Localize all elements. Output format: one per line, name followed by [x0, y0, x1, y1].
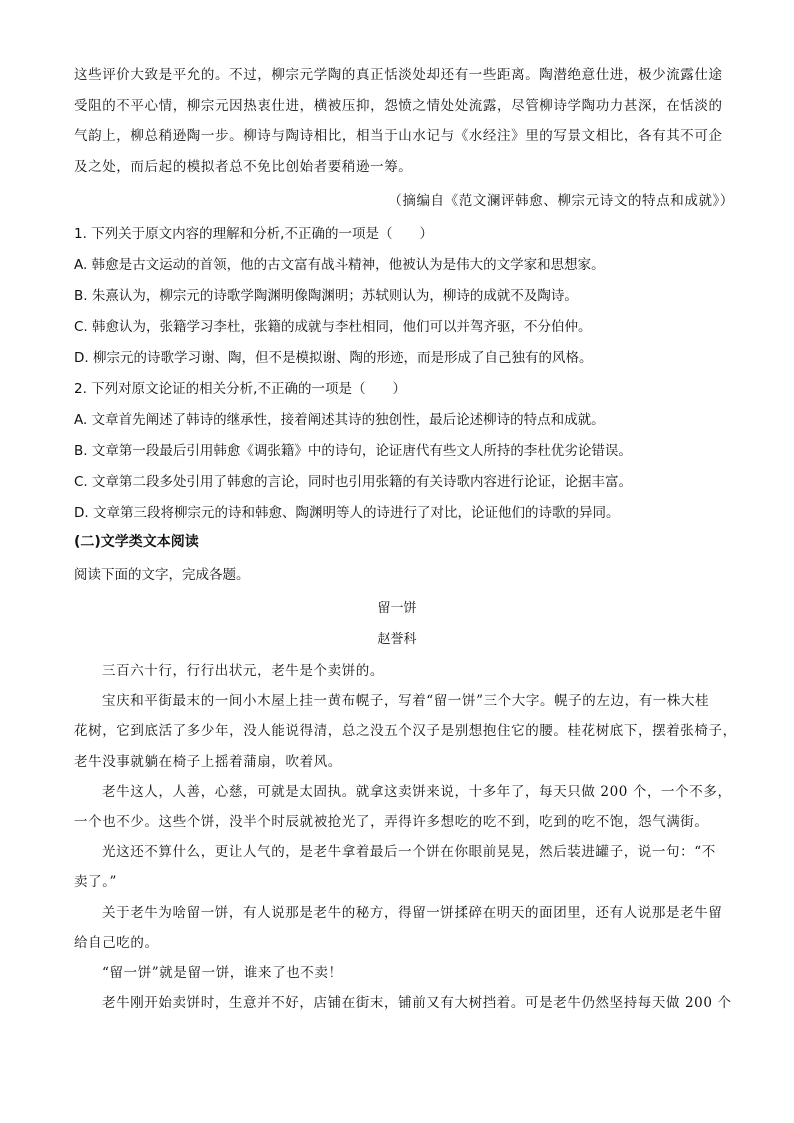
story-author: 赵誉科 [377, 632, 417, 647]
question-1-option-d: D. 柳宗元的诗歌学习谢、陶，但不是模拟谢、陶的形迹，而是形成了自己独有的风格。 [74, 350, 593, 366]
passage-line: 气韵上，柳总稍逊陶一步。柳诗与陶诗相比，相当于山水记与《水经注》里的写景文相比，各有其不可企 [74, 128, 723, 144]
story-line: 给自己吃的。 [74, 934, 159, 951]
question-2-option-c: C. 文章第二段多处引用了韩愈的言论，同时也引用张籍的有关诗歌内容进行论证，论据丰富。 [74, 474, 633, 490]
instruction-text: 阅读下面的文字，完成各题。 [74, 567, 250, 583]
question-2-option-d: D. 文章第三段将柳宗元的诗和韩愈、陶渊明等人的诗进行了对比，论证他们的诗歌的异同。 [74, 505, 620, 521]
question-2-option-b: B. 文章第一段最后引用韩愈《调张籍》中的诗句，论证唐代有些文人所持的李杜优劣论错误。 [74, 443, 632, 459]
story-title: 留一饼 [377, 601, 417, 616]
question-1-option-c: C. 韩愈认为，张籍学习李杜，张籍的成就与李杜相同，他们可以并驾齐驱，不分伯仲。 [74, 319, 592, 335]
passage-line: 这些评价大致是平允的。不过，柳宗元学陶的真正恬淡处却还有一些距离。陶潜绝意仕进，极少流露仕途 [74, 67, 723, 83]
story-line: 光这还不算什么，更让人气的，是老牛拿着最后一个饼在你眼前晃晃，然后装进罐子，说一句：“不 [102, 844, 716, 861]
passage-paragraph [74, 60, 723, 182]
story-line: 老牛刚开始卖饼时，生意并不好，店铺在街末，铺前又有大树挡着。可是老牛仍然坚持每天做 200 个 [102, 995, 732, 1012]
story-line: 宝庆和平街最末的一间小木屋上挂一黄布幌子，写着“留一饼”三个大字。幌子的左边，有一株大桂 [102, 693, 710, 710]
story-line: 三百六十行，行行出状元，老牛是个卖饼的。 [102, 663, 384, 679]
question-1-option-b: B. 朱熹认为，柳宗元的诗歌学陶渊明像陶渊明；苏轼则认为，柳诗的成就不及陶诗。 [74, 288, 578, 304]
story-line: 花树，它到底活了多少年，没人能说得清，总之没五个汉子是别想抱住它的腰。桂花树底下，摆着张椅子， [74, 723, 737, 740]
question-list [74, 219, 734, 529]
question-1-option-a: A. 韩愈是古文运动的首领，他的古文富有战斗精神，他被认为是伟大的文学家和思想家。 [74, 257, 605, 273]
passage-line: 受阻的不平心情，柳宗元因热衷仕进，横被压抑，怨愤之情处处流露，尽管柳诗学陶功力甚深，在恬淡的 [74, 97, 723, 114]
question-1-stem: 1. 下列关于原文内容的理解和分析,不正确的一项是（ ） [74, 226, 433, 242]
question-2-stem: 2. 下列对原文论证的相关分析,不正确的一项是（ ） [74, 381, 406, 397]
story-line: 一个也不少。这些个饼，没半个时辰就被抢光了，弄得许多想吃的吃不到，吃到的吃不饱，怨气满街。 [74, 813, 709, 830]
passage-source: （摘编自《范文澜评韩愈、柳宗元诗文的特点和成就》） [388, 193, 734, 209]
story-line: 老牛这人，人善，心慈，可就是太固执。就拿这卖饼来说，十多年了，每天只做 200 个，一个不多， [102, 783, 732, 800]
story-line: “留一饼”就是留一饼，谁来了也不卖！ [102, 964, 343, 981]
story-line: 卖了。” [74, 874, 118, 891]
question-2-option-a: A. 文章首先阐述了韩诗的继承性，接着阐述其诗的独创性，最后论述柳诗的特点和成就。 [74, 412, 605, 428]
section-heading: (二)文学类文本阅读 [74, 534, 199, 550]
story-line: 关于老牛为啥留一饼，有人说那是老牛的秘方，得留一饼揉碎在明天的面团里，还有人说那是老牛留 [102, 904, 723, 921]
story-line: 老牛没事就躺在椅子上摇着蒲扇，吹着风。 [74, 753, 342, 770]
story-body [74, 656, 737, 1018]
passage-line: 及之处，而后起的模拟者总不免比创始者要稍逊一筹。 [74, 158, 413, 175]
